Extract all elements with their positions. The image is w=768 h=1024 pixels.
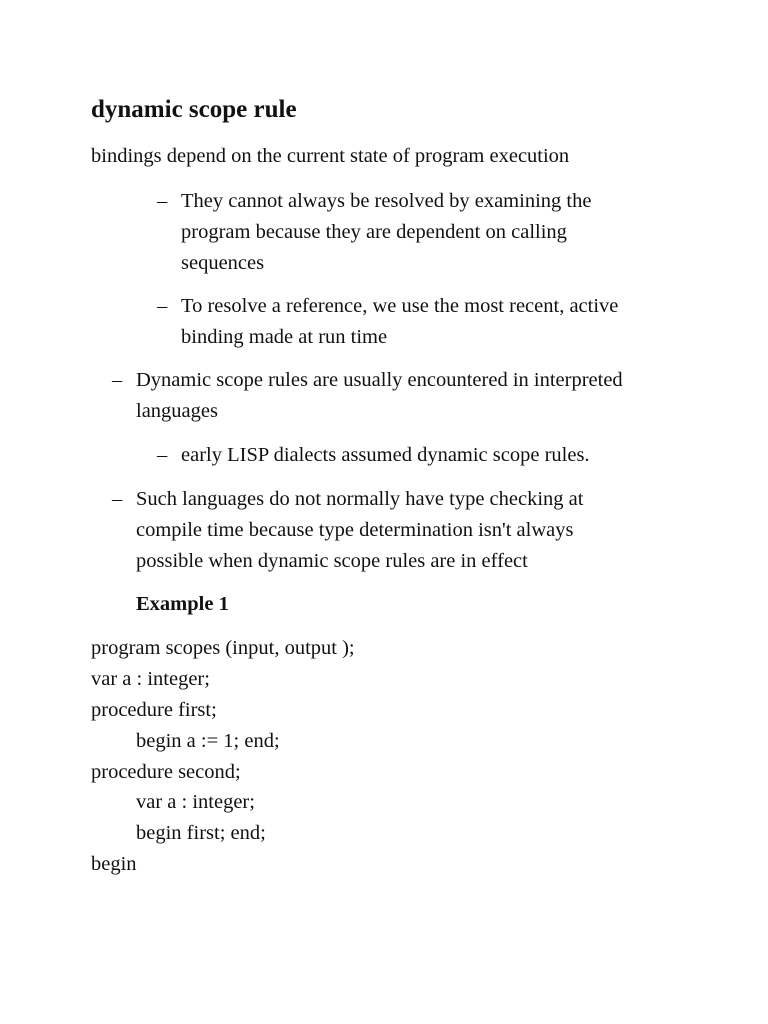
bullet-text: To resolve a reference, we use the most recent, active binding made at run time [181, 295, 619, 348]
code-line: program scopes (input, output ); [91, 637, 355, 659]
bullet-text: early LISP dialects assumed dynamic scope rules. [181, 444, 590, 466]
code-line: begin a := 1; end; [136, 730, 280, 752]
code-line: var a : integer; [91, 668, 210, 690]
code-line: begin first; end; [136, 822, 266, 844]
dash-marker: – [112, 369, 123, 391]
code-line: procedure second; [91, 761, 241, 783]
code-line: begin [91, 853, 137, 875]
bullet-text: They cannot always be resolved by examining the program because they are dependent on calling sequences [181, 190, 592, 274]
code-line: var a : integer; [136, 791, 255, 813]
dash-marker: – [112, 488, 123, 510]
intro-paragraph: bindings depend on the current state of program execution [91, 145, 570, 167]
bullet-text: Dynamic scope rules are usually encountered in interpreted languages [136, 369, 623, 422]
dash-marker: – [157, 295, 168, 317]
section-heading: dynamic scope rule [91, 96, 297, 123]
bullet-text: Such languages do not normally have type checking at compile time because type determination isn't always possible when dynamic scope rules are in effect [136, 488, 584, 572]
example-title: Example 1 [136, 593, 229, 615]
code-line: procedure first; [91, 699, 217, 721]
dash-marker: – [157, 190, 168, 212]
dash-marker: – [157, 444, 168, 466]
